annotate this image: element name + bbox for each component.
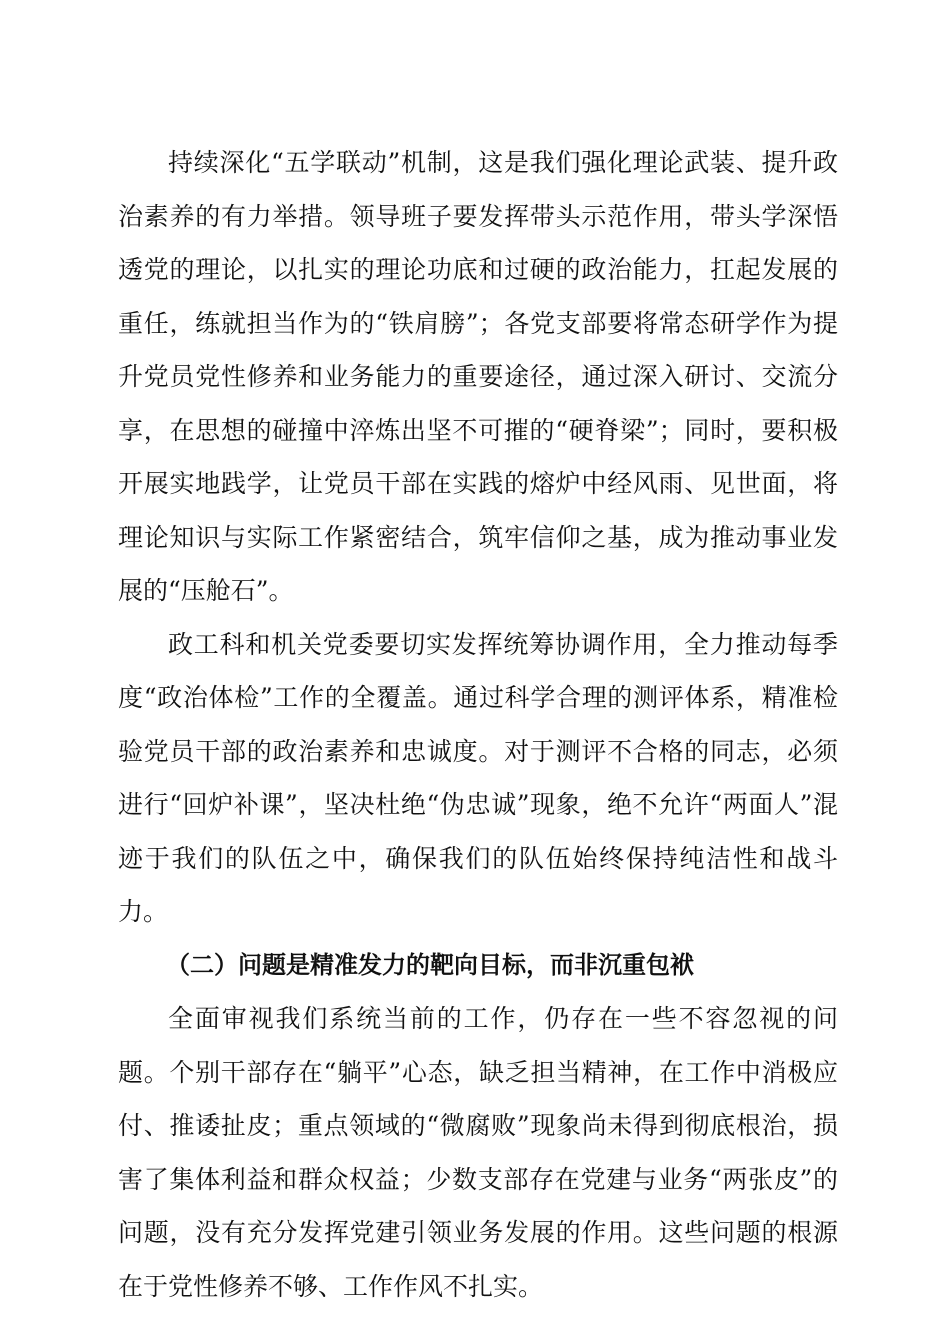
paragraph-existing-problems: 全面审视我们系统当前的工作，仍存在一些不容忽视的问题。个别干部存在“躺平”心态，缺乏担当精神，在工作中消极应付、推诿扯皮；重点领域的“微腐败”现象尚未得到彻底根治，损害了集体利益和群众权益；少数支部存在党建与业务“两张皮”的问题，没有充分发挥党建引领业务发展的作用。这些问题的根源在于党性修养不够、工作作风不扎实。	[118, 1004, 838, 1301]
document-body	[118, 136, 838, 1313]
paragraph-five-learning-mechanism: 持续深化“五学联动”机制，这是我们强化理论武装、提升政治素养的有力举措。领导班子要发挥带头示范作用，带头学深悟透党的理论，以扎实的理论功底和过硬的政治能力，扛起发展的重任，练就担当作为的“铁肩膀”；各党支部要将常态研学作为提升党员党性修养和业务能力的重要途径，通过深入研讨、交流分享，在思想的碰撞中淬炼出坚不可摧的“硬脊梁”；同时，要积极开展实地践学，让党员干部在实践的熔炉中经风雨、见世面，将理论知识与实际工作紧密结合，筑牢信仰之基，成为推动事业发展的“压舱石”。	[118, 148, 838, 605]
paragraph-political-checkup: 政工科和机关党委要切实发挥统筹协调作用，全力推动每季度“政治体检”工作的全覆盖。通过科学合理的测评体系，精准检验党员干部的政治素养和忠诚度。对于测评不合格的同志，必须进行“回炉补课”，坚决杜绝“伪忠诚”现象，绝不允许“两面人”混迹于我们的队伍之中，确保我们的队伍始终保持纯洁性和战斗力。	[118, 629, 838, 926]
section-heading: （二）问题是精准发力的靶向目标，而非沉重包袱	[166, 950, 694, 979]
